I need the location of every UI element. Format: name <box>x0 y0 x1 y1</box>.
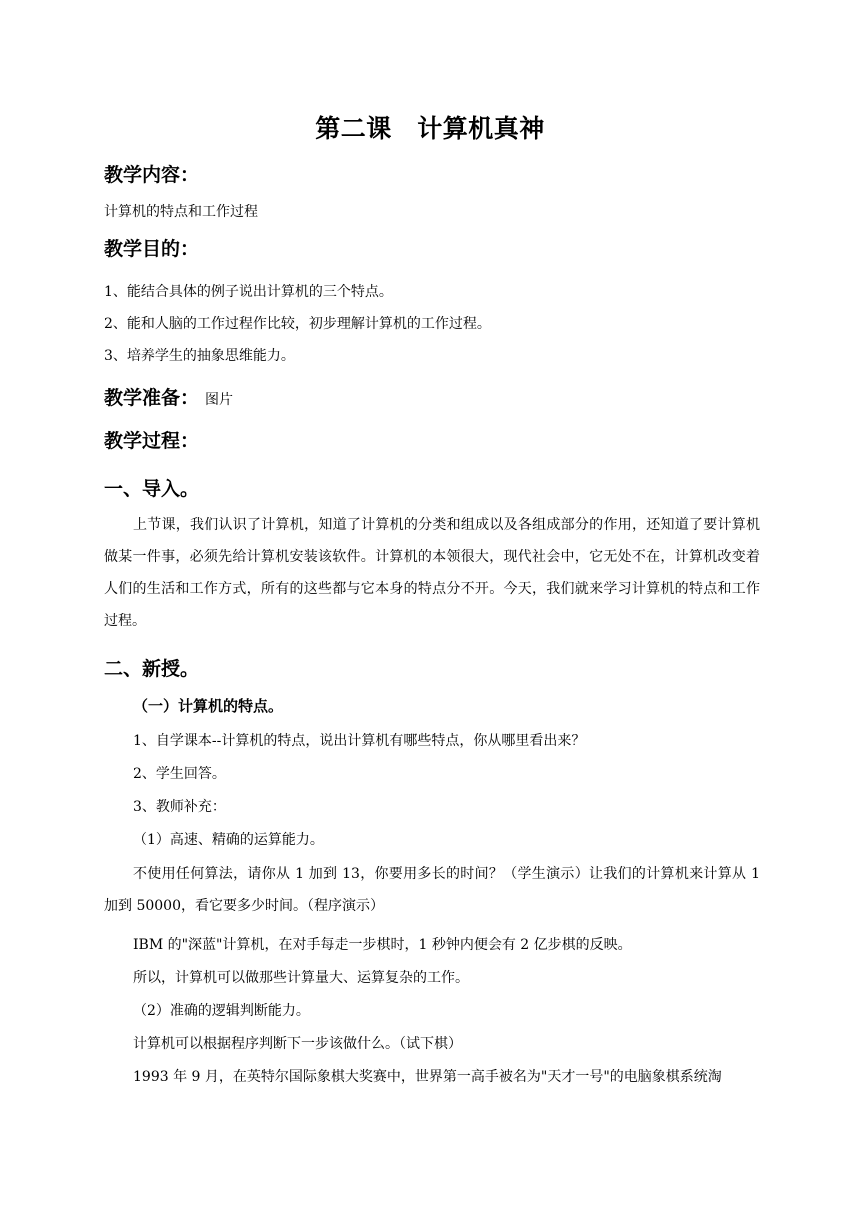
prep-heading-label: 教学准备： <box>104 387 200 409</box>
content-text: 计算机的特点和工作过程 <box>104 204 258 220</box>
prep-text: 图片 <box>205 392 234 408</box>
text-line: 计算机可以根据程序判断下一步该做什么。（试下棋） <box>133 1036 462 1052</box>
content-heading: 教学内容： <box>104 164 200 186</box>
step-item: 3、教师补充： <box>133 799 226 815</box>
section-heading-new: 二、新授。 <box>104 658 200 680</box>
prep-heading <box>104 385 233 413</box>
goal-heading: 教学目的： <box>104 238 200 260</box>
goal-item: 1、能结合具体的例子说出计算机的三个特点。 <box>104 284 393 300</box>
text-line: 所以，计算机可以做那些计算量大、运算复杂的工作。 <box>133 970 469 986</box>
feature-heading: （2）准确的逻辑判断能力。 <box>133 1003 310 1019</box>
intro-paragraph: 上节课，我们认识了计算机，知道了计算机的分类和组成以及各组成部分的作用，还知道了要计算机做某一件事，必须先给计算机安装该软件。计算机的本领很大，现代社会中，它无处不在，计算机改变着人们的生活和工作方式，所有的这些都与它本身的特点分不开。今天，我们就来学习计算机的特点和工作过程。 <box>104 517 760 629</box>
process-heading: 教学过程： <box>104 430 200 452</box>
text-line: 1993 年 9 月，在英特尔国际象棋大奖赛中，世界第一高手被名为"天才一号"的电脑象棋系统淘 <box>133 1069 722 1085</box>
step-item: 1、自学课本--计算机的特点，说出计算机有哪些特点，你从哪里看出来？ <box>133 733 586 749</box>
text-line: IBM 的"深蓝"计算机，在对手每走一步棋时，1 秒钟内便会有 2 亿步棋的反映。 <box>133 937 632 953</box>
step-item: 2、学生回答。 <box>133 766 226 782</box>
section-heading-intro: 一、导入。 <box>104 478 200 500</box>
feature-paragraph: 不使用任何算法，请你从 1 加到 13，你要用多长的时间？（学生演示）让我们的计算机来计算从 1 加到 50000，看它要多少时间。（程序演示） <box>104 866 760 914</box>
goal-item: 3、培养学生的抽象思维能力。 <box>104 348 295 364</box>
feature-heading: （1）高速、精确的运算能力。 <box>133 832 324 848</box>
goal-item: 2、能和人脑的工作过程作比较，初步理解计算机的工作过程。 <box>104 316 491 332</box>
page-title: 第二课 计算机真神 <box>315 114 545 143</box>
subsection-heading: （一）计算机的特点。 <box>133 697 284 715</box>
